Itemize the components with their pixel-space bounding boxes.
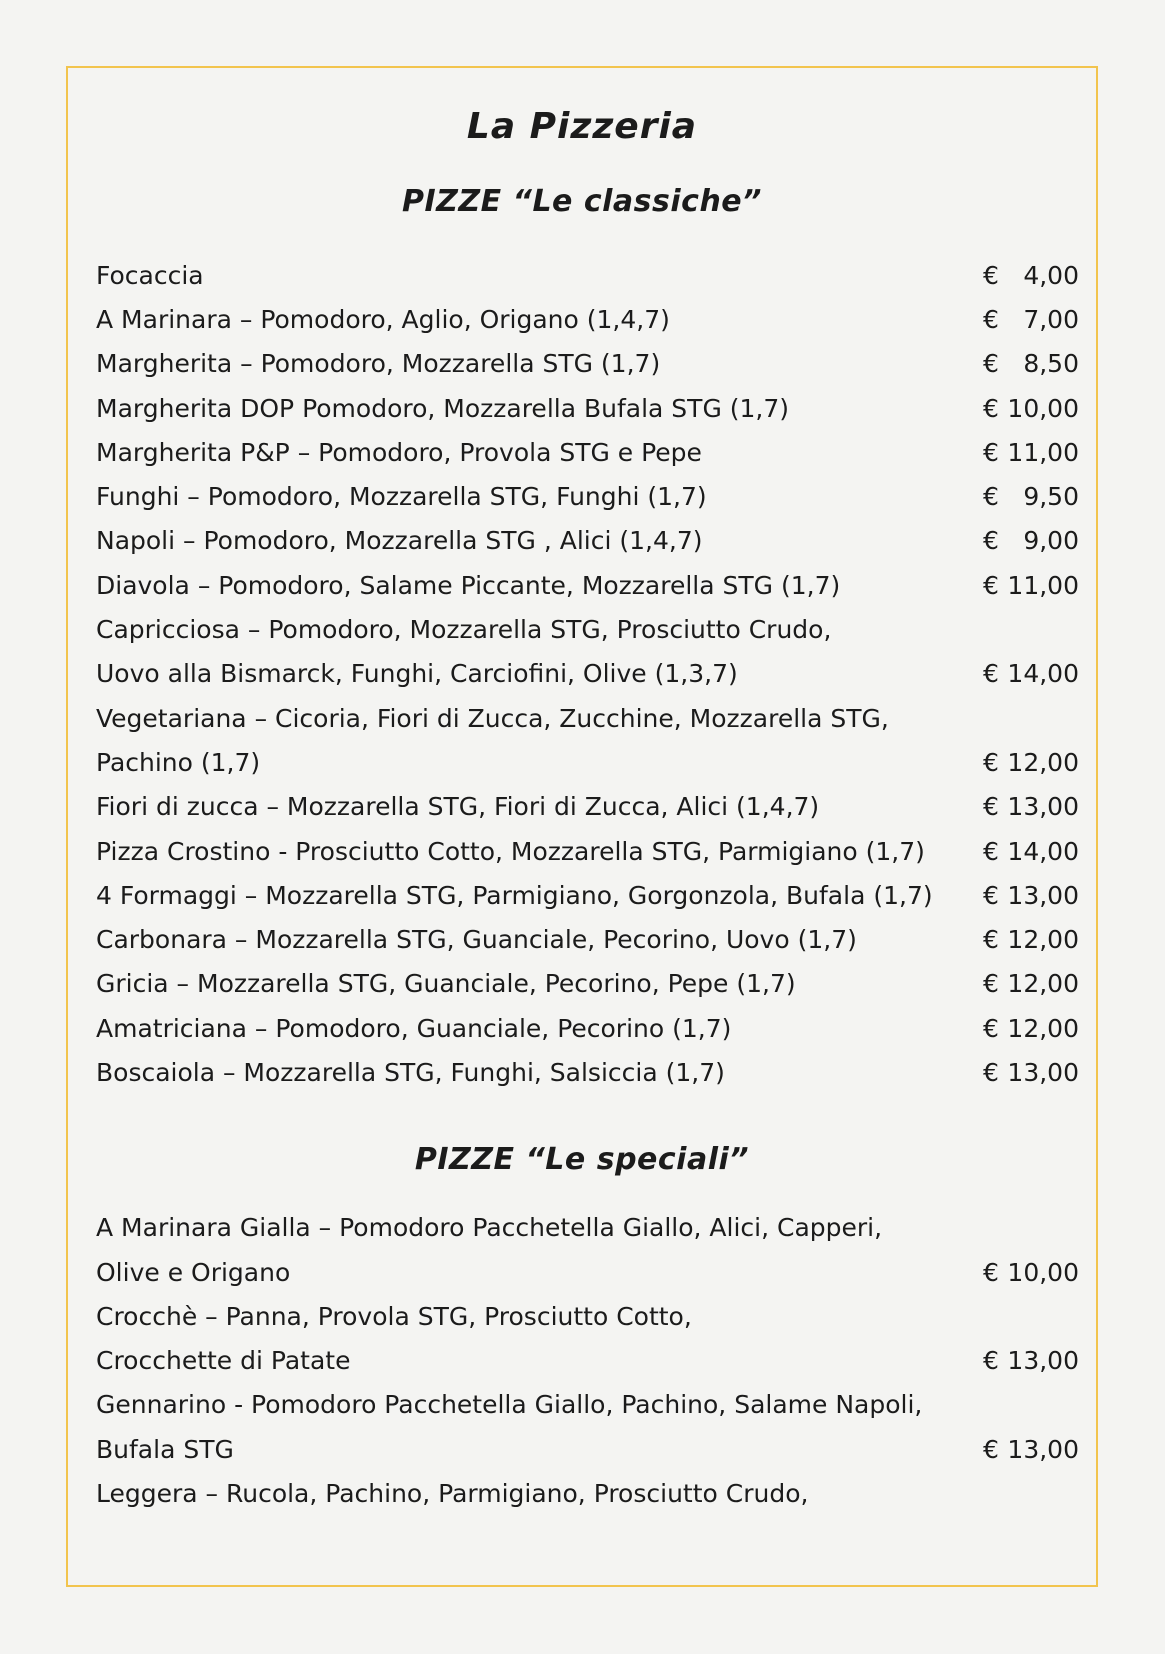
euro-sign: € — [983, 437, 999, 467]
menu-item-row — [68, 519, 1096, 563]
euro-sign: € — [983, 1434, 999, 1464]
menu-items-list — [68, 1206, 1096, 1516]
section-heading: PIZZE “Le classiche” — [402, 184, 762, 219]
price-amount: 13,00 — [1007, 1346, 1079, 1376]
price-amount: 12,00 — [1007, 969, 1079, 999]
menu-item-row — [68, 1294, 1096, 1338]
item-name: Diavola – Pomodoro, Salame Piccante, Mozzarella STG (1,7) — [96, 570, 841, 600]
menu-item-row — [68, 785, 1096, 829]
price-amount: 13,00 — [1007, 1057, 1079, 1087]
item-price — [983, 748, 1079, 777]
menu-item-row — [68, 829, 1096, 873]
menu-items-list — [68, 253, 1096, 1095]
menu-item-row — [68, 386, 1096, 430]
price-amount: 12,00 — [1007, 925, 1079, 955]
price-amount: 12,00 — [1007, 1013, 1079, 1043]
menu-item-row — [68, 474, 1096, 518]
euro-sign: € — [983, 260, 999, 290]
menu-item-row — [68, 1206, 1096, 1250]
euro-sign: € — [983, 792, 999, 822]
euro-sign: € — [983, 1346, 999, 1376]
item-price — [983, 438, 1079, 467]
price-amount: 8,50 — [1023, 349, 1079, 379]
menu-item-row — [68, 342, 1096, 386]
item-price — [983, 1346, 1079, 1375]
item-name: Uovo alla Bismarck, Funghi, Carciofini, Olive (1,3,7) — [96, 659, 738, 689]
item-name: Crocchè – Panna, Provola STG, Prosciutto Cotto, — [96, 1301, 692, 1331]
menu-item-row — [68, 1050, 1096, 1094]
price-amount: 11,00 — [1007, 570, 1079, 600]
item-name: Amatriciana – Pomodoro, Guanciale, Pecorino (1,7) — [96, 1013, 732, 1043]
item-price — [983, 925, 1079, 954]
euro-sign: € — [983, 659, 999, 689]
item-price — [983, 349, 1079, 378]
item-name: Olive e Origano — [96, 1257, 291, 1287]
price-amount: 13,00 — [1007, 880, 1079, 910]
item-name: Margherita P&P – Pomodoro, Provola STG e Pepe — [96, 437, 702, 467]
price-amount: 4,00 — [1023, 260, 1079, 290]
menu-section — [68, 1139, 1096, 1516]
item-name: Vegetariana – Cicoria, Fiori di Zucca, Zucchine, Mozzarella STG, — [96, 703, 889, 733]
euro-sign: € — [983, 570, 999, 600]
item-name: Fiori di zucca – Mozzarella STG, Fiori di Zucca, Alici (1,4,7) — [96, 792, 820, 822]
item-name: Focaccia — [96, 260, 204, 290]
euro-sign: € — [983, 1257, 999, 1287]
item-name: 4 Formaggi – Mozzarella STG, Parmigiano, Gorgonzola, Bufala (1,7) — [96, 880, 933, 910]
euro-sign: € — [983, 393, 999, 423]
euro-sign: € — [983, 349, 999, 379]
menu-item-row — [68, 1471, 1096, 1515]
item-name: Funghi – Pomodoro, Mozzarella STG, Funghi (1,7) — [96, 482, 707, 512]
euro-sign: € — [983, 304, 999, 334]
item-name: A Marinara Gialla – Pomodoro Pacchetella Giallo, Alici, Capperi, — [96, 1213, 883, 1243]
item-name: Pizza Crostino - Prosciutto Cotto, Mozzarella STG, Parmigiano (1,7) — [96, 836, 925, 866]
price-amount: 13,00 — [1007, 1434, 1079, 1464]
item-price — [983, 969, 1079, 998]
item-name: Carbonara – Mozzarella STG, Guanciale, Pecorino, Uovo (1,7) — [96, 925, 857, 955]
item-name: Bufala STG — [96, 1434, 234, 1464]
price-amount: 10,00 — [1007, 393, 1079, 423]
menu-item-row — [68, 873, 1096, 917]
euro-sign: € — [983, 747, 999, 777]
price-amount: 10,00 — [1007, 1257, 1079, 1287]
euro-sign: € — [983, 1057, 999, 1087]
item-name: Leggera – Rucola, Pachino, Parmigiano, Prosciutto Crudo, — [96, 1479, 809, 1509]
item-price — [983, 1058, 1079, 1087]
price-amount: 13,00 — [1007, 792, 1079, 822]
item-price — [983, 881, 1079, 910]
item-name: Gennarino - Pomodoro Pacchetella Giallo, Pachino, Salame Napoli, — [96, 1390, 923, 1420]
item-price — [983, 1014, 1079, 1043]
menu-item-row — [68, 1383, 1096, 1427]
euro-sign: € — [983, 526, 999, 556]
menu-item-row — [68, 740, 1096, 784]
menu-item-row — [68, 563, 1096, 607]
item-price — [983, 394, 1079, 423]
menu-item-row — [68, 1427, 1096, 1471]
menu-section — [68, 181, 1096, 1095]
item-price — [983, 571, 1079, 600]
section-heading: PIZZE “Le speciali” — [414, 1141, 750, 1177]
euro-sign: € — [983, 925, 999, 955]
price-amount: 12,00 — [1007, 747, 1079, 777]
menu-item-row — [68, 652, 1096, 696]
euro-sign: € — [983, 880, 999, 910]
price-amount: 9,00 — [1023, 526, 1079, 556]
price-amount: 14,00 — [1007, 836, 1079, 866]
menu-item-row — [68, 1006, 1096, 1050]
menu-item-row — [68, 962, 1096, 1006]
item-price — [983, 526, 1079, 555]
item-name: Pachino (1,7) — [96, 747, 261, 777]
price-amount: 9,50 — [1023, 482, 1079, 512]
item-name: A Marinara – Pomodoro, Aglio, Origano (1,4,7) — [96, 304, 670, 334]
item-price — [983, 1435, 1079, 1464]
menu-border-frame — [66, 66, 1098, 1587]
item-name: Gricia – Mozzarella STG, Guanciale, Pecorino, Pepe (1,7) — [96, 969, 796, 999]
item-price — [983, 837, 1079, 866]
price-amount: 7,00 — [1023, 304, 1079, 334]
item-name: Capricciosa – Pomodoro, Mozzarella STG, Prosciutto Crudo, — [96, 615, 832, 645]
item-name: Margherita DOP Pomodoro, Mozzarella Bufala STG (1,7) — [96, 393, 790, 423]
item-price — [983, 305, 1079, 334]
item-name: Napoli – Pomodoro, Mozzarella STG , Alici (1,4,7) — [96, 526, 703, 556]
menu-item-row — [68, 917, 1096, 961]
menu-item-row — [68, 696, 1096, 740]
item-price — [983, 659, 1079, 688]
menu-item-row — [68, 1339, 1096, 1383]
menu-body — [68, 181, 1096, 1516]
menu-item-row — [68, 297, 1096, 341]
menu-item-row — [68, 1250, 1096, 1294]
item-name: Margherita – Pomodoro, Mozzarella STG (1,7) — [96, 349, 661, 379]
item-price — [983, 261, 1079, 290]
euro-sign: € — [983, 969, 999, 999]
item-price — [983, 1258, 1079, 1287]
menu-item-row — [68, 430, 1096, 474]
price-amount: 11,00 — [1007, 437, 1079, 467]
euro-sign: € — [983, 482, 999, 512]
euro-sign: € — [983, 1013, 999, 1043]
price-amount: 14,00 — [1007, 659, 1079, 689]
item-name: Crocchette di Patate — [96, 1346, 351, 1376]
menu-item-row — [68, 253, 1096, 297]
menu-title: La Pizzeria — [466, 106, 698, 147]
euro-sign: € — [983, 836, 999, 866]
item-price — [983, 792, 1079, 821]
item-name: Boscaiola – Mozzarella STG, Funghi, Salsiccia (1,7) — [96, 1057, 725, 1087]
item-price — [983, 482, 1079, 511]
menu-item-row — [68, 607, 1096, 651]
